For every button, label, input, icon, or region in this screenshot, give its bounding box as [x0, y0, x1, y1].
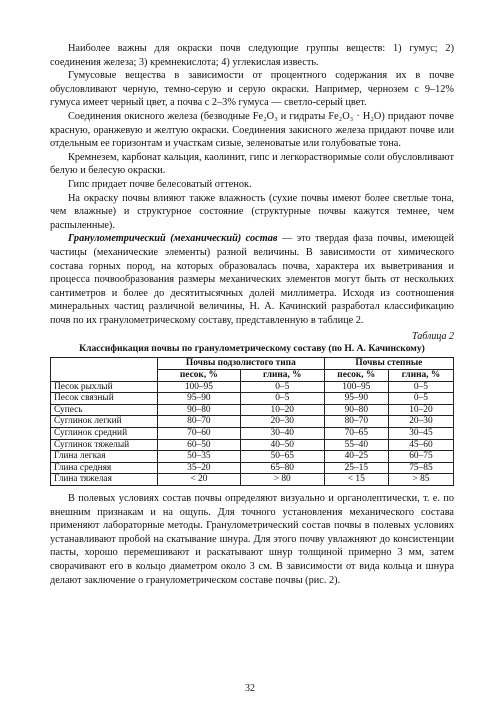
soil-type-cell: Песок рыхлый	[51, 381, 158, 393]
paragraph-humus: Гумусовые вещества в зависимости от процентного содержания их в почве обусловливают черную, темно-серую и серую окраски. Например, чернозем с 9–12% гумуса имеет черный цвет, а почва с 2–3% гумуса — светло-серый цвет.	[50, 70, 454, 109]
term-granulometric: Гранулометрический (механический) состав	[68, 233, 278, 245]
value-cell: 70–60	[158, 428, 241, 440]
value-cell: 40–50	[240, 439, 324, 451]
header-steppe: Почвы степные	[324, 358, 453, 370]
value-cell: 50–65	[240, 451, 324, 463]
value-cell: 95–90	[324, 393, 388, 405]
value-cell: 10–20	[388, 404, 453, 416]
value-cell: 70–65	[324, 428, 388, 440]
table-group-header-row	[51, 358, 454, 370]
paragraph-silica: Кремнезем, карбонат кальция, каолинит, гипс и легкорастворимые соли обусловливают белую и белесую окраски.	[50, 151, 454, 177]
soil-type-cell: Супесь	[51, 404, 158, 416]
value-cell: 0–5	[240, 393, 324, 405]
table-body	[51, 381, 454, 485]
header-sand-podzolic: песок, %	[158, 370, 241, 382]
paragraph-granulometric	[50, 232, 454, 327]
value-cell: 0–5	[388, 393, 453, 405]
page-body	[50, 42, 454, 587]
table-caption: Таблица 2	[412, 331, 454, 343]
value-cell: 65–80	[240, 462, 324, 474]
value-cell: 30–40	[240, 428, 324, 440]
value-cell: 55–40	[324, 439, 388, 451]
table-row	[51, 404, 454, 416]
value-cell: 60–50	[158, 439, 241, 451]
value-cell: 90–80	[324, 404, 388, 416]
value-cell: 10–20	[240, 404, 324, 416]
classification-table	[50, 357, 454, 486]
value-cell: 50–35	[158, 451, 241, 463]
value-cell: 0–5	[388, 381, 453, 393]
table-row	[51, 416, 454, 428]
value-cell: 90–80	[158, 404, 241, 416]
header-clay-steppe: глина, %	[388, 370, 453, 382]
value-cell: 25–15	[324, 462, 388, 474]
table-row	[51, 451, 454, 463]
soil-type-cell: Песок связный	[51, 393, 158, 405]
table-row	[51, 428, 454, 440]
value-cell: 20–30	[388, 416, 453, 428]
value-cell: 95–90	[158, 393, 241, 405]
table-row	[51, 439, 454, 451]
value-cell: < 20	[158, 474, 241, 486]
value-cell: 30–45	[388, 428, 453, 440]
value-cell: 100–95	[158, 381, 241, 393]
page-number: 32	[245, 683, 255, 694]
table-empty-corner	[51, 358, 158, 381]
paragraph-moisture: На окраску почвы влияют также влажность (сухие почвы имеют более светлые тона, чем влажные) и структурное состояние (структурные почвы кажутся темнее, чем распыленные).	[50, 192, 454, 231]
header-podzolic: Почвы подзолистого типа	[158, 358, 325, 370]
paragraph-field-test: В полевых условиях состав почвы определяют визуально и органолептически, т. е. по внешним признакам и на ощупь. Для точного установления механического состава применяют лабораторные методы. Гранулометрический состав почвы в полевых условиях устанавливают пробой на скатывание шнура. Для этого почву увлажняют до консистенции пасты, хорошо перемешивают и раскатывают шнур толщиной примерно 3 мм, затем сворачивают его в кольцо диаметром около 3 см. В зависимости от вида кольца и шнура делают заключение о гранулометрическом составе почвы (рис. 2).	[50, 493, 454, 586]
soil-type-cell: Суглинок средний	[51, 428, 158, 440]
value-cell: < 15	[324, 474, 388, 486]
soil-type-cell: Суглинок легкий	[51, 416, 158, 428]
value-cell: 80–70	[158, 416, 241, 428]
soil-type-cell: Глина тяжелая	[51, 474, 158, 486]
value-cell: 0–5	[240, 381, 324, 393]
paragraph-gypsum: Гипс придает почве белесоватый оттенок.	[68, 178, 252, 190]
granulometric-text: — это твердая фаза почвы, имеющей частицы (механические элементы) разной величины. В зависимости от химического состава горных пород, на которых образовалась почва, характера их выветривания и процесса почвообразования размеры механических элементов могут быть от нескольких сантиметров и более до десятитысячных долей миллиметра. Исходя из соотношения минеральных частиц различной величины, Н. А. Качинский разработал классификацию почв по их гранулометрическому составу, представленную в таблице 2.	[50, 233, 454, 326]
value-cell: > 85	[388, 474, 453, 486]
table-row	[51, 381, 454, 393]
value-cell: 75–85	[388, 462, 453, 474]
header-clay-podzolic: глина, %	[240, 370, 324, 382]
table-row	[51, 462, 454, 474]
value-cell: 60–75	[388, 451, 453, 463]
value-cell: 45–60	[388, 439, 453, 451]
value-cell: 80–70	[324, 416, 388, 428]
table-row	[51, 474, 454, 486]
value-cell: > 80	[240, 474, 324, 486]
paragraph-iron: Соединения окисного железа (безводные Fe₂O₃ и гидраты Fe₂O₃ · H₂O) придают почве красную, оранжевую и желтую окраски. Соединения закисного железа придают почве или отдельным ее горизонтам и участкам сизые, зеленоватые или голубоватые тона.	[50, 110, 454, 150]
paragraph-color-groups: Наиболее важны для окраски почв следующие группы веществ: 1) гумус; 2) соединения железа; 3) кремнекислота; 4) углекислая известь.	[50, 43, 454, 68]
value-cell: 20–30	[240, 416, 324, 428]
table-row	[51, 393, 454, 405]
value-cell: 40–25	[324, 451, 388, 463]
soil-type-cell: Глина средняя	[51, 462, 158, 474]
value-cell: 100–95	[324, 381, 388, 393]
value-cell: 35–20	[158, 462, 241, 474]
header-sand-steppe: песок, %	[324, 370, 388, 382]
soil-type-cell: Суглинок тяжелый	[51, 439, 158, 451]
soil-type-cell: Глина легкая	[51, 451, 158, 463]
table-title: Классификация почвы по гранулометрическому составу (по Н. А. Качинскому)	[79, 343, 425, 355]
